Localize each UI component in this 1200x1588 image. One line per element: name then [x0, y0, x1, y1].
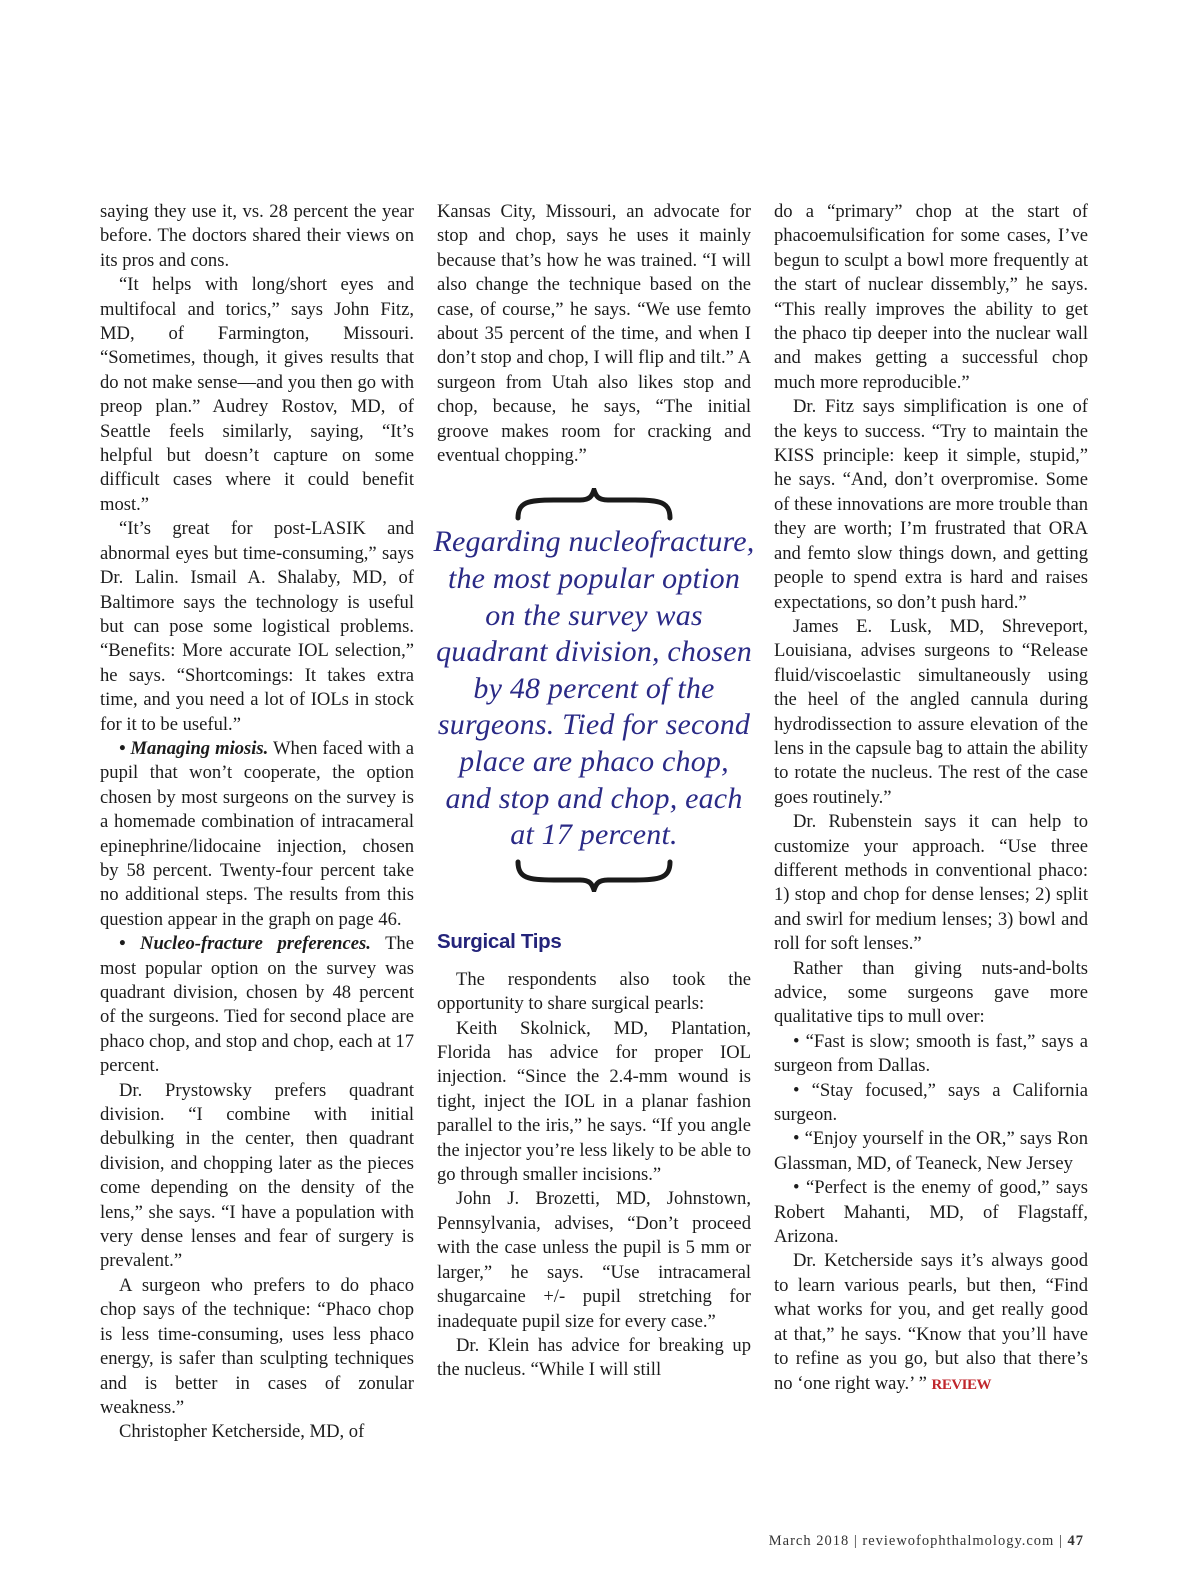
paragraph-text: When faced with a pupil that won’t cooperate, the option chosen by most surgeons on the survey is a homemade combination of intracameral epinephrine/lidocaine injection, chosen by 58 percent. Twenty-four percent take no additional steps. The results from this question appear in the graph on page 46.: [100, 737, 414, 930]
issue-date: March 2018: [768, 1533, 850, 1549]
paragraph: John J. Brozetti, MD, Johnstown, Pennsylvania, advises, “Don’t proceed with the case unless the pupil is 5 mm or larger,” he says. “Use intracameral shugarcaine +/- pupil stretching for inadequate pupil size for every case.”: [437, 1188, 751, 1332]
paragraph: do a “primary” chop at the start of phacoemulsification for some cases, I’ve begun to sculpt a bowl more frequently at the start of nuclear dissembly,” he says. “This really improves the ability to get the phaco tip deeper into the nuclear wall and makes getting a successful chop much more reproducible.”: [774, 201, 1088, 393]
site-url: reviewofophthalmology.com: [862, 1533, 1055, 1549]
pull-quote-text: Regarding nucleofracture, the most popular option on the survey was quadrant division, chosen by 48 percent of the surgeons. Tied for second place are phaco chop, and stop and chop, each at 17 percent.: [433, 525, 755, 852]
brace-top-icon: [514, 488, 674, 522]
paragraph: Christopher Ketcherside, MD, of: [119, 1421, 365, 1443]
bullet-item: • “Stay focused,” says a California surgeon.: [774, 1079, 1088, 1126]
pull-quote: [433, 488, 755, 891]
paragraph-text: The most popular option on the survey was quadrant division, chosen by 48 percent of the surgeons. Tied for second place are phaco chop, and stop and chop, each at 17 percent.: [100, 933, 414, 1077]
bullet-item: • “Perfect is the enemy of good,” says Robert Mahanti, MD, of Flagstaff, Arizona.: [774, 1177, 1088, 1248]
review-end-mark: REVIEW: [931, 1376, 991, 1393]
page-number: 47: [1067, 1533, 1084, 1549]
paragraph: Dr. Rubenstein says it can help to customize your approach. “Use three different methods in conventional phaco: 1) stop and chop for dense lenses; 2) split and swirl for medium lenses; 3) bowl and roll for soft lenses.”: [774, 811, 1088, 955]
footer-divider: |: [853, 1533, 863, 1549]
paragraph: A surgeon who prefers to do phaco chop says of the technique: “Phaco chop is less time-consuming, uses less phaco energy, is safer than sculpting techniques and is better in cases of zonular weakness.”: [100, 1274, 414, 1418]
run-in-heading: • Nucleo-fracture preferences.: [119, 933, 371, 955]
article-column-1: [100, 200, 414, 1445]
paragraph: “It helps with long/short eyes and multifocal and torics,” says John Fitz, MD, of Farmington, Missouri. “Sometimes, though, it gives results that do not make sense—and you then go with preop plan.” Audrey Rostov, MD, of Seattle feels similarly, saying, “It’s helpful but doesn’t capture on some difficult cases where it could benefit most.”: [100, 274, 414, 515]
run-in-heading: • Managing miosis.: [119, 737, 269, 759]
paragraph: The respondents also took the opportunity to share surgical pearls:: [437, 968, 751, 1015]
paragraph: saying they use it, vs. 28 percent the year before. The doctors shared their views on its pros and cons.: [100, 201, 414, 271]
paragraph: [774, 1249, 1088, 1396]
bullet-item: • “Enjoy yourself in the OR,” says Ron Glassman, MD, of Teaneck, New Jersey: [774, 1128, 1088, 1174]
paragraph: [100, 737, 414, 932]
paragraph-text: Dr. Ketcherside says it’s always good to learn various pearls, but then, “Find what works for you, and get really good at that,” he says. “Know that you’ll have to refine as you go, but also that there’s no ‘one right way.’ ”: [774, 1250, 1088, 1394]
article-column-3: [774, 200, 1088, 1397]
paragraph: James E. Lusk, MD, Shreveport, Louisiana, advises surgeons to “Release fluid/viscoelastic simultaneously using the heel of the angled cannula during hydrodissection to assure elevation of the lens in the capsule bag to attain the ability to rotate the nucleus. The rest of the case goes routinely.”: [774, 615, 1088, 808]
paragraph: Rather than giving nuts-and-bolts advice, some surgeons gave more qualitative tips to mull over:: [774, 957, 1088, 1028]
section-heading: Surgical Tips: [437, 929, 562, 953]
paragraph: Dr. Fitz says simplification is one of the keys to success. “Try to maintain the KISS principle: keep it simple, stupid,” he says. “And, don’t overpromise. Some of these innovations are more trouble than they are worth; I’m frustrated that ORA and femto slow things down, and getting people to spend extra is hard and raises expectations, so don’t push hard.”: [774, 396, 1088, 613]
footer-divider: |: [1058, 1533, 1068, 1549]
paragraph: “It’s great for post-LASIK and abnormal eyes but time-consuming,” says Dr. Lalin. Ismail A. Shalaby, MD, of Baltimore says the technology is useful but can pose some logistical problems. “Benefits: More accurate IOL selection,” he says. “Shortcomings: It takes extra time, and you need a lot of IOLs in stock for it to be useful.”: [100, 518, 414, 735]
paragraph: Dr. Prystowsky prefers quadrant division. “I combine with initial debulking in the center, then quadrant division, and chopping later as the pieces come depending on the density of the lens,” she says. “I have a population with very dense lenses and fear of surgery is prevalent.”: [100, 1079, 414, 1272]
paragraph: [100, 932, 414, 1078]
paragraph: Dr. Klein has advice for breaking up the nucleus. “While I will still: [437, 1334, 751, 1381]
bullet-item: • “Fast is slow; smooth is fast,” says a surgeon from Dallas.: [774, 1030, 1088, 1077]
article-column-2: [433, 200, 755, 1383]
paragraph: Keith Skolnick, MD, Plantation, Florida has advice for proper IOL injection. “Since the 2.4-mm wound is tight, inject the IOL in a planar fashion parallel to the iris,” he says. “If you angle the injector you’re less likely to be able to go through smaller incisions.”: [437, 1017, 751, 1186]
paragraph: Kansas City, Missouri, an advocate for stop and chop, says he uses it mainly because that’s how he was trained. “I will also change the technique based on the case, of course,” he says. “We use femto about 35 percent of the time, and when I don’t stop and chop, I will flip and tilt.” A surgeon from Utah also likes stop and chop, because, he says, “The initial groove makes room for cracking and eventual chopping.”: [437, 201, 751, 467]
brace-bottom-icon: [514, 858, 674, 892]
page-footer: [769, 1533, 1084, 1550]
